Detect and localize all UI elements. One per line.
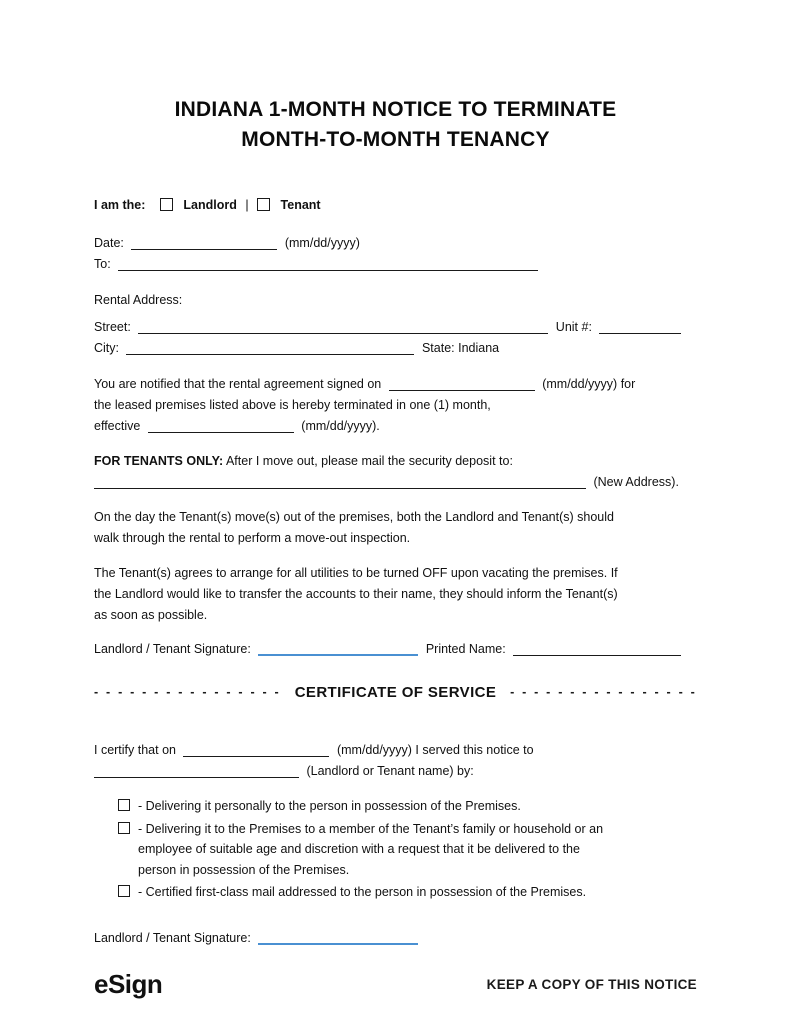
certify-text-2b: (Landlord or Tenant name) by:: [306, 764, 474, 778]
role-separator: |: [245, 198, 249, 212]
household-delivery-line3: person in possession of the Premises.: [138, 862, 350, 877]
service-option-household: [118, 819, 697, 881]
certified-mail-checkbox[interactable]: [118, 885, 130, 897]
signature-label: Landlord / Tenant Signature:: [94, 642, 251, 656]
utilities-line-3: as soon as possible.: [94, 608, 208, 622]
notice-text-3a: effective: [94, 419, 141, 433]
certify-line-1: [94, 740, 697, 761]
esign-logo: eSign: [94, 968, 163, 999]
deposit-text: After I move out, please mail the security deposit to:: [225, 454, 513, 468]
certificate-dashes-left: - - - - - - - - - - - - - - - -: [94, 685, 281, 699]
moveout-line-1: On the day the Tenant(s) move(s) out of the premises, both the Landlord and Tenant(s) should: [94, 510, 614, 524]
signature-row: [94, 639, 697, 660]
final-signature-field[interactable]: [258, 931, 418, 945]
notice-text-1a: You are notified that the rental agreement signed on: [94, 377, 382, 391]
moveout-inspection-paragraph: [94, 507, 697, 549]
date-field: [131, 236, 277, 250]
unit-field: [599, 320, 681, 334]
notice-text-1b: (mm/dd/yyyy) for: [542, 377, 636, 391]
notice-line-3: [94, 416, 697, 437]
page-title: [94, 95, 697, 155]
new-address-suffix: (New Address).: [593, 475, 679, 489]
unit-label: Unit #:: [555, 320, 592, 334]
new-address-field: [94, 475, 586, 489]
utilities-line-2: the Landlord would like to transfer the accounts to their name, they should inform the Tenant(s): [94, 587, 618, 601]
service-option-mail: [118, 882, 697, 903]
landlord-checkbox[interactable]: [160, 198, 173, 211]
service-method-options: [94, 796, 697, 903]
service-option-personal: [118, 796, 697, 817]
final-signature-label: Landlord / Tenant Signature:: [94, 930, 251, 945]
date-format-hint: (mm/dd/yyyy): [284, 236, 360, 250]
agreement-signed-date-field: [389, 377, 535, 391]
keep-copy-note: KEEP A COPY OF THIS NOTICE: [486, 976, 697, 992]
street-field: [138, 320, 548, 334]
household-delivery-line2: employee of suitable age and discretion with a request that it be delivered to the: [138, 842, 580, 856]
household-delivery-checkbox[interactable]: [118, 822, 130, 834]
state-text: State: Indiana: [421, 341, 500, 355]
effective-date-field: [148, 419, 294, 433]
street-line: [94, 317, 697, 338]
date-label: Date:: [94, 236, 124, 250]
signature-field[interactable]: [258, 642, 418, 656]
certificate-title: CERTIFICATE OF SERVICE: [294, 684, 497, 701]
date-line: [94, 233, 697, 254]
street-label: Street:: [94, 320, 131, 334]
notice-line-1: [94, 374, 697, 395]
personal-delivery-checkbox[interactable]: [118, 799, 130, 811]
security-deposit-paragraph: [94, 451, 697, 493]
served-name-field: [94, 764, 299, 778]
certify-text-1b: (mm/dd/yyyy) I served this notice to: [336, 743, 534, 757]
tenant-checkbox[interactable]: [257, 198, 270, 211]
personal-delivery-label: - Delivering it personally to the person in possession of the Premises.: [138, 799, 521, 813]
termination-notice-paragraph: [94, 374, 697, 437]
final-signature-row: [94, 928, 697, 949]
household-delivery-line1: - Delivering it to the Premises to a member of the Tenant’s family or household or an: [138, 821, 604, 836]
city-line: [94, 338, 697, 359]
tenant-label: Tenant: [280, 198, 321, 212]
to-line: [94, 254, 697, 275]
to-field: [118, 257, 538, 271]
notice-text-3b: (mm/dd/yyyy).: [301, 419, 380, 433]
page-title-line1: INDIANA 1-MONTH NOTICE TO TERMINATE: [174, 98, 617, 121]
certificate-of-service-header: [94, 682, 697, 703]
page-footer: [94, 969, 697, 1000]
city-label: City:: [94, 341, 119, 355]
page-title-line2: MONTH-TO-MONTH TENANCY: [241, 128, 550, 151]
notice-line-2: the leased premises listed above is hereby terminated in one (1) month,: [94, 398, 491, 412]
to-label: To:: [94, 257, 111, 271]
certify-paragraph: [94, 740, 697, 782]
for-tenants-only-label: FOR TENANTS ONLY:: [94, 454, 224, 468]
landlord-label: Landlord: [183, 198, 237, 212]
rental-address-heading: Rental Address:: [94, 293, 183, 307]
city-field: [126, 341, 414, 355]
certificate-dashes-right: - - - - - - - - - - - - - - - -: [510, 685, 697, 699]
service-date-field: [183, 743, 329, 757]
certify-text-1a: I certify that on: [94, 743, 176, 757]
household-delivery-label: [138, 819, 603, 881]
deposit-line-1: [94, 451, 697, 472]
utilities-line-1: The Tenant(s) agrees to arrange for all utilities to be turned OFF upon vacating the premises. If: [94, 566, 618, 580]
role-prefix-label: I am the:: [94, 198, 146, 212]
printed-name-field: [513, 642, 681, 656]
deposit-line-2: [94, 472, 697, 493]
certified-mail-label: - Certified first-class mail addressed to the person in possession of the Premises.: [138, 885, 587, 899]
moveout-line-2: walk through the rental to perform a move-out inspection.: [94, 531, 411, 545]
certify-line-2: [94, 761, 697, 782]
role-selection-line: [94, 195, 697, 216]
utilities-paragraph: [94, 563, 697, 626]
printed-name-label: Printed Name:: [425, 642, 506, 656]
